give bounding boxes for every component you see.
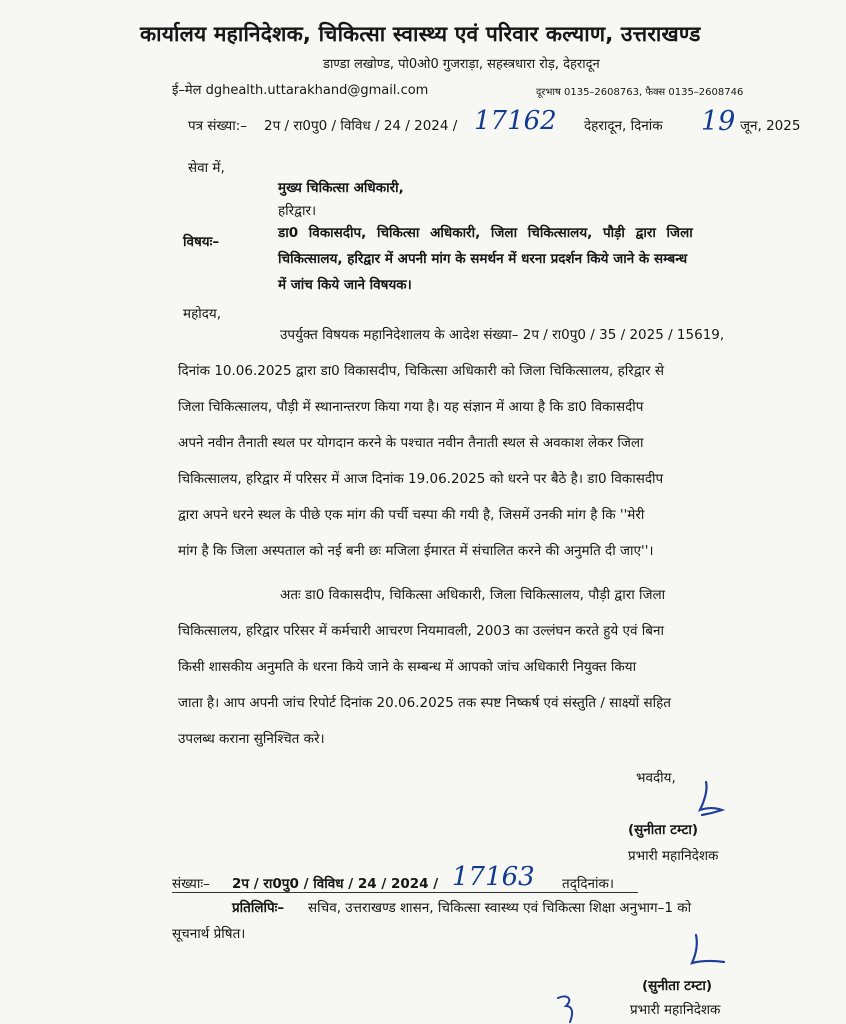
cc-label: प्रतिलिपिः–: [232, 900, 285, 916]
recipient-location: हरिद्वार।: [278, 203, 317, 219]
office-title: कार्यालय महानिदेशक, चिकित्सा स्वास्थ्य एवं परिवार कल्याण, उत्तराखण्ड: [140, 22, 701, 46]
subject-line-2: चिकित्सालय, हरिद्वार में अपनी मांग के समर्थन में धरना प्रदर्शन किये जाने के सम्बन्ध: [278, 251, 688, 267]
greeting: महोदय,: [183, 306, 222, 322]
body-para1-line: द्वारा अपने धरने स्थल के पीछे एक मांग की पर्ची चस्पा की गयी है, जिसमें उनकी मांग है कि ''मेरी: [178, 507, 645, 523]
body-para2-line: चिकित्सालय, हरिद्वार परिसर में कर्मचारी आचरण नियमावली, 2003 का उल्लंघन करते हुये एवं बिना: [178, 623, 664, 639]
office-address: डाण्डा लखोण्ड, पो0ओ0 गुजराड़ा, सहस्त्रधारा रोड़, देहरादून: [323, 57, 600, 72]
date-suffix: जून, 2025: [740, 118, 801, 134]
ink-mark: [552, 992, 582, 1024]
copy-number-handwritten: 17163: [452, 862, 535, 892]
cc-signatory-name: (सुनीता टम्टा): [642, 978, 713, 994]
body-para1-line: जिला चिकित्सालय, पौड़ी में स्थानान्तरण किया गया है। यह संज्ञान में आया है कि डा0 विकासदीप: [178, 399, 644, 415]
office-email: ई–मेल dghealth.uttarakhand@gmail.com: [172, 83, 429, 98]
subject-label: विषयः–: [183, 234, 220, 250]
cc-signatory-designation: प्रभारी महानिदेशक: [630, 1002, 721, 1018]
copy-date: तद्‌दिनांक।: [562, 876, 615, 892]
body-para1-line: उपर्युक्त विषयक महानिदेशालय के आदेश संख्या– 2प / रा0पु0 / 35 / 2025 / 15619,: [280, 327, 725, 343]
date-day-handwritten: 19: [701, 106, 736, 137]
recipient: मुख्य चिकित्सा अधिकारी,: [278, 180, 404, 196]
signatory-designation: प्रभारी महानिदेशक: [628, 848, 719, 864]
letter-number-handwritten: 17162: [474, 106, 557, 136]
body-para2-line: उपलब्ध कराना सुनिश्चित करे।: [178, 731, 325, 747]
body-para2-line: अतः डा0 विकासदीप, चिकित्सा अधिकारी, जिला चिकित्सालय, पौड़ी द्वारा जिला: [280, 587, 666, 603]
body-para1-line: अपने नवीन तैनाती स्थल पर योगदान करने के पश्चात नवीन तैनाती स्थल से अवकाश लेकर जिला: [178, 435, 644, 451]
cc-line-1: सचिव, उत्तराखण्ड शासन, चिकित्सा स्वास्थ्य एवं चिकित्सा शिक्षा अनुभाग–1 को: [308, 900, 692, 916]
copy-number-label: संख्याः–: [172, 876, 210, 892]
body-para1-line: मांग है कि जिला अस्पताल को नई बनी छः मजिला ईमारत में संचालित करने की अनुमति दी जाए''।: [178, 543, 654, 559]
copy-number: 2प / रा0पु0 / विविध / 24 / 2024 /: [232, 876, 439, 892]
signature-mark: [694, 780, 728, 818]
salutation-to: सेवा में,: [188, 160, 225, 176]
closing: भवदीय,: [636, 770, 676, 786]
body-para2-line: जाता है। आप अपनी जांच रिपोर्ट दिनांक 20.06.2025 तक स्पष्ट निष्कर्ष एवं संस्तुति / साक्ष्यों सहित: [178, 695, 671, 711]
body-para1-line: चिकित्सालय, हरिद्वार में परिसर में आज दिनांक 19.06.2025 को धरने पर बैठे है। डा0 विकासदीप: [178, 471, 664, 487]
letter-number: 2प / रा0पु0 / विविध / 24 / 2024 /: [264, 118, 458, 134]
subject-line-1: डा0 विकासदीप, चिकित्सा अधिकारी, जिला चिकित्सालय, पौड़ी द्वारा जिला: [278, 225, 693, 241]
cc-line-2: सूचनार्थ प्रेषित।: [172, 926, 246, 942]
office-phone-fax: दूरभाष 0135–2608763, फैक्स 0135–2608746: [536, 87, 744, 98]
letter-number-label: पत्र संख्या:–: [188, 118, 248, 134]
subject-line-3: में जांच किये जाने विषयक।: [278, 277, 412, 293]
body-para1-line: दिनांक 10.06.2025 द्वारा डा0 विकासदीप, चिकित्सा अधिकारी को जिला चिकित्सालय, हरिद्वार से: [178, 363, 664, 379]
signatory-name: (सुनीता टम्टा): [628, 822, 699, 838]
copy-underline: [172, 892, 638, 893]
body-para2-line: किसी शासकीय अनुमति के धरना किये जाने के सम्बन्ध में आपको जांच अधिकारी नियुक्त किया: [178, 659, 637, 675]
signature-mark-2: [686, 932, 730, 970]
place-date-prefix: देहरादून, दिनांक: [584, 118, 663, 134]
